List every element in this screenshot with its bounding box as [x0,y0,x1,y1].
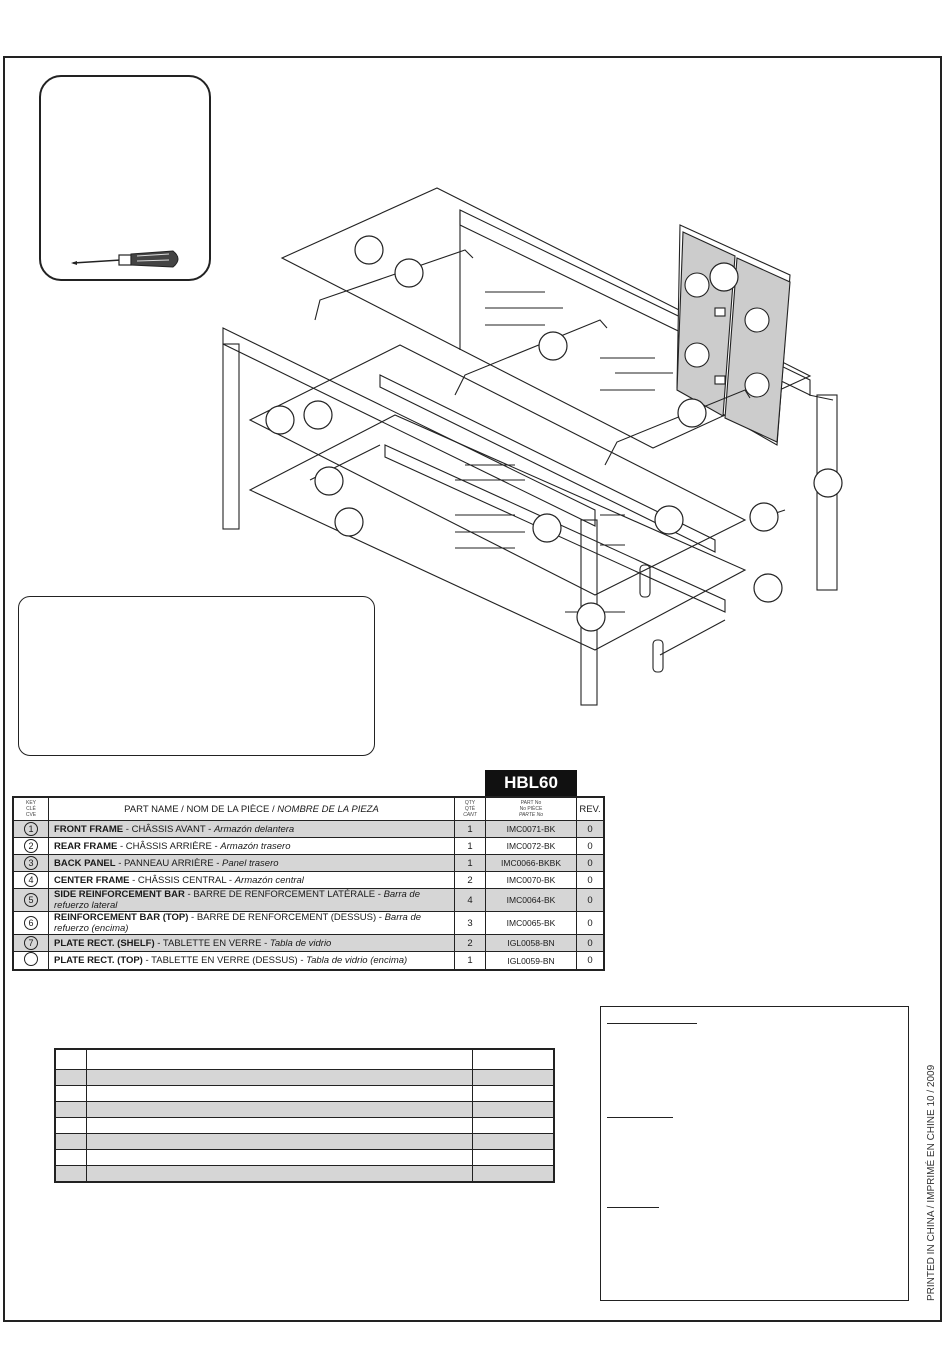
row-qty: 2 [455,935,486,952]
header-part-name-es: NOMBRE DE LA PIEZA [277,803,379,815]
name-es: Armazón delantera [213,823,295,835]
cell [55,1049,87,1070]
table-header [13,797,604,821]
divider [607,1207,659,1208]
name-es: Panel trasero [222,857,279,869]
key-badge: 1 [24,822,38,836]
name-fr: - BARRE DE RENFORCEMENT LATÉRALE - [184,889,384,900]
name-fr: - CHÂSSIS AVANT - [123,823,214,835]
cell [473,1118,555,1134]
header-partno-en: PART No [520,800,542,806]
cell [87,1102,473,1118]
row-name [49,821,455,838]
cell [87,1166,473,1183]
header-qty-fr: QTÉ [464,806,476,812]
row-part-no: IGL0059-BN [486,952,577,971]
row-key [13,952,49,971]
table-row [13,952,604,971]
row-part-no: IMC0071-BK [486,821,577,838]
key-badge: 5 [24,893,38,907]
row-qty: 1 [455,838,486,855]
name-fr: - CHÂSSIS CENTRAL - [129,874,235,886]
row-part-no: IGL0058-BN [486,935,577,952]
row-key [13,872,49,889]
name-es: Tabla de vidrio [269,937,332,949]
screwdriver-icon [41,77,213,283]
cell [473,1150,555,1166]
cell [87,1049,473,1070]
cell [55,1102,87,1118]
row-rev: 0 [577,935,605,952]
cell [55,1134,87,1150]
header-part-name-text: PART NAME / NOM DE LA PIÈCE / [124,803,278,815]
name-fr: - CHÂSSIS ARRIÈRE - [117,840,221,852]
table-row [55,1070,554,1086]
row-key [13,889,49,912]
row-qty: 1 [455,821,486,838]
name-es: Tabla de vidrio (encima) [306,955,408,966]
info-box [600,1006,909,1301]
row-name [49,855,455,872]
row-key [13,821,49,838]
table-row [55,1102,554,1118]
cell [473,1070,555,1086]
key-badge: 6 [24,916,38,930]
cell [473,1134,555,1150]
name-es: Barra de refuerzo lateral [54,889,420,911]
key-badge: 4 [24,873,38,887]
name-fr: - PANNEAU ARRIÈRE - [115,857,223,869]
name-es: Armazón trasero [220,840,291,852]
cell [55,1086,87,1102]
row-part-no: IMC0070-BK [486,872,577,889]
cell [55,1166,87,1183]
header-key [13,797,49,821]
header-key-es: CVE [25,812,37,818]
row-rev: 0 [577,821,605,838]
hardware-table [54,1048,555,1183]
row-rev: 0 [577,855,605,872]
name-en: FRONT FRAME [54,823,124,835]
name-fr: - TABLETTE EN VERRE (DESSUS) - [142,955,307,966]
table-row [13,935,604,952]
cell [87,1134,473,1150]
table-row [13,855,604,872]
table-row [13,912,604,935]
key-badge: 7 [24,936,38,950]
row-part-no: IMC0064-BK [486,889,577,912]
name-en: CENTER FRAME [54,874,130,886]
row-rev: 0 [577,838,605,855]
cell [55,1118,87,1134]
row-part-no: IMC0065-BK [486,912,577,935]
header-qty [455,797,486,821]
cell [87,1118,473,1134]
table-row [13,838,604,855]
row-name [49,952,455,971]
row-key [13,935,49,952]
table-row [13,821,604,838]
cell [473,1086,555,1102]
key-badge: 3 [24,856,38,870]
name-en: SIDE REINFORCEMENT BAR [54,889,185,900]
row-part-no: IMC0066-BKBK [486,855,577,872]
row-qty: 1 [455,855,486,872]
header-partno-es: PARTE No [519,812,543,818]
cell [473,1102,555,1118]
name-fr: - TABLETTE EN VERRE - [154,937,270,949]
table-row [13,889,604,912]
exploded-assembly-diagram [215,180,855,720]
name-en: REINFORCEMENT BAR (TOP) [54,912,189,923]
cell [55,1150,87,1166]
row-qty: 4 [455,889,486,912]
row-name [49,838,455,855]
cell [87,1150,473,1166]
header-qty-en: QTY [464,800,476,806]
table-row [55,1086,554,1102]
row-name [49,872,455,889]
row-rev: 0 [577,912,605,935]
name-en: PLATE RECT. (SHELF) [54,937,155,949]
cell [55,1070,87,1086]
table-row [55,1134,554,1150]
cell [87,1086,473,1102]
key-badge: 2 [24,839,38,853]
name-en: REAR FRAME [54,840,118,852]
row-part-no: IMC0072-BK [486,838,577,855]
name-en: BACK PANEL [54,857,116,869]
header-key-en: KEY [25,800,36,806]
header-qty-es: CANT [463,812,477,818]
row-name [49,935,455,952]
row-qty: 3 [455,912,486,935]
name-es: Barra de refuerzo (encima) [54,912,422,934]
row-rev: 0 [577,872,605,889]
table-row [13,872,604,889]
key-badge [24,952,38,966]
header-part-name [49,797,455,821]
divider [607,1117,673,1118]
parts-list-table [12,796,605,971]
row-name [49,912,455,935]
row-key [13,838,49,855]
tools-box [39,75,211,281]
name-en: PLATE RECT. (TOP) [54,955,143,966]
name-fr: - BARRE DE RENFORCEMENT (DESSUS) - [188,912,385,923]
header-partno-fr: No PIÈCE [519,806,543,812]
cell [87,1070,473,1086]
row-name [49,889,455,912]
cell [473,1166,555,1183]
row-key [13,912,49,935]
row-qty: 2 [455,872,486,889]
table-row [55,1150,554,1166]
row-rev: 0 [577,952,605,971]
table-row [55,1049,554,1070]
header-part-no [486,797,577,821]
row-key [13,855,49,872]
table-row [55,1166,554,1183]
row-rev: 0 [577,889,605,912]
name-es: Armazón central [234,874,304,886]
divider [607,1023,697,1024]
printed-in-label: PRINTED IN CHINA / IMPRIMÉ EN CHINE 10 / 2009 [926,1064,937,1301]
cell [473,1049,555,1070]
model-number: HBL60 [485,770,577,796]
row-qty: 1 [455,952,486,971]
table-row [55,1118,554,1134]
header-key-fr: CLÉ [26,806,36,812]
header-rev: REV. [577,797,605,821]
